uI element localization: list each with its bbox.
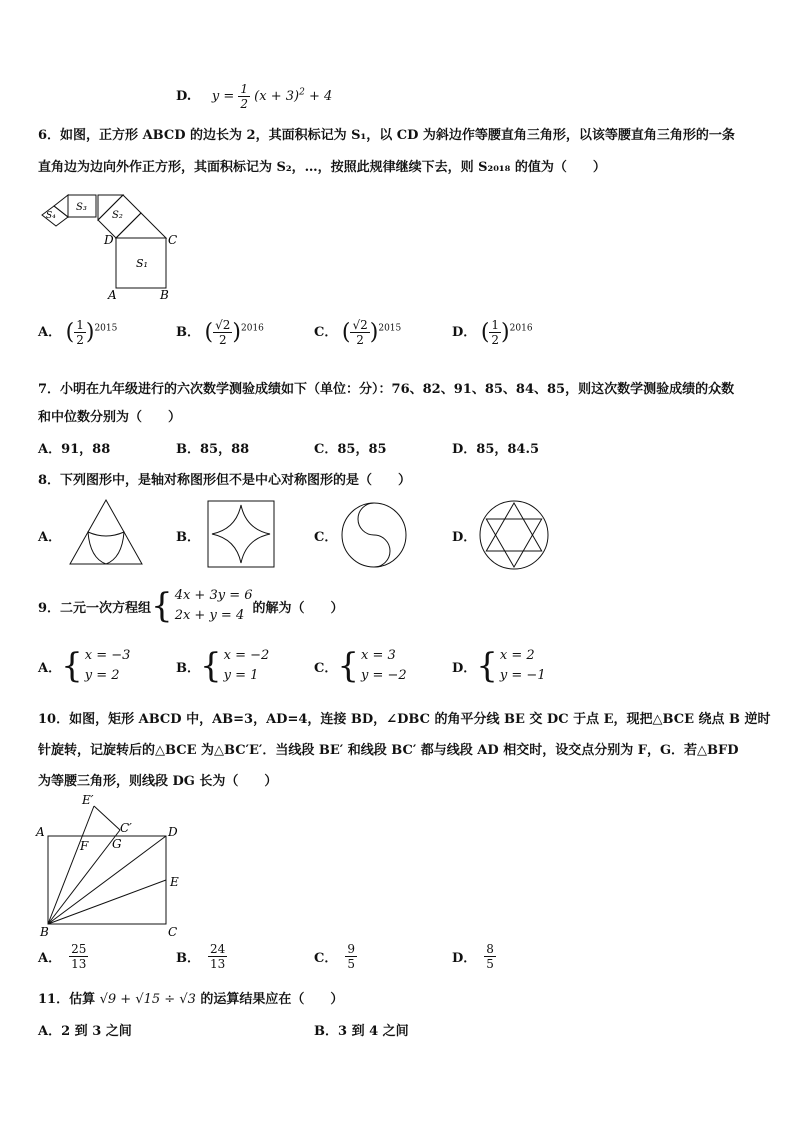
label-d: D xyxy=(104,233,114,247)
equation-2: 2x + y = 4 xyxy=(174,608,245,623)
denominator: 13 xyxy=(71,957,87,971)
option-label: B． xyxy=(176,951,200,966)
label-c: C xyxy=(168,233,178,247)
label-b: B xyxy=(160,288,169,302)
denominator: 2 xyxy=(240,97,249,111)
solution-x: x = 3 xyxy=(361,648,396,663)
q10-figure xyxy=(34,790,194,938)
q5-option-d xyxy=(176,82,332,111)
q11-expression: √9 + √15 ÷ √3 xyxy=(99,992,196,1007)
exponent: 2015 xyxy=(378,323,402,334)
arc-shape xyxy=(88,532,124,564)
solution-y: y = −2 xyxy=(361,668,407,683)
q9-stem xyxy=(38,586,344,626)
q8-option-c[interactable]: C． xyxy=(314,530,338,545)
q9-prefix: 9．二元一次方程组 xyxy=(38,600,152,616)
triangle-shape xyxy=(70,500,142,564)
option-label: D． xyxy=(452,325,477,340)
q7-stem-line2: 和中位数分别为（ ） xyxy=(38,410,182,425)
fraction xyxy=(74,318,86,347)
circle-shape xyxy=(480,501,548,569)
exponent: 2 xyxy=(299,87,305,98)
fraction xyxy=(238,82,250,111)
q7-option-c[interactable] xyxy=(314,438,387,457)
denominator: 5 xyxy=(347,957,355,971)
option-label: C． xyxy=(314,951,338,966)
q10-option-c[interactable] xyxy=(314,942,357,971)
q11-prefix: 11．估算 xyxy=(38,992,100,1007)
label-f: F xyxy=(80,839,89,853)
option-label: A． xyxy=(38,951,62,966)
label-c: C xyxy=(168,925,178,938)
fraction xyxy=(208,942,227,971)
q11-option-a[interactable] xyxy=(38,1020,132,1039)
option-text: 91，88 xyxy=(61,442,111,457)
triangle-3 xyxy=(54,195,68,217)
option-label: C． xyxy=(314,325,338,340)
fraction xyxy=(489,318,501,347)
q6-option-b[interactable]: B． ( $\frac{√2}{2}$ )$^{2016}$ xyxy=(176,318,264,347)
option-label: B． xyxy=(176,442,200,457)
option-label: D. xyxy=(176,89,192,104)
q7-stem-line1: 7．小明在九年级进行的六次数学测验成绩如下（单位：分）：76、82、91、85、84、85，则这次数学测验成绩的众数 xyxy=(38,382,735,397)
formula-suffix: + 4 xyxy=(304,89,333,104)
denominator: 5 xyxy=(486,957,494,971)
option-label: D． xyxy=(452,951,477,966)
solution-x: x = −3 xyxy=(84,648,131,663)
q8-figure-a xyxy=(66,496,146,568)
numerator: √2 xyxy=(215,318,231,332)
label-s1: S₁ xyxy=(136,257,148,270)
formula-mid: (x + 3) xyxy=(254,89,300,104)
triangle-up xyxy=(486,503,541,551)
q11-stem xyxy=(38,988,343,1007)
label-d: D xyxy=(168,825,178,839)
option-text: 85，84.5 xyxy=(476,442,540,457)
q8-figure-b xyxy=(206,499,276,569)
fraction xyxy=(213,318,232,347)
q8-figure-c xyxy=(340,501,408,569)
q10-stem-line1: 10．如图，矩形 ABCD 中，AB=3，AD=4，连接 BD，∠DBC 的角平分线 BE 交 DC 于点 E，现把△BCE 绕点 B 逆时 xyxy=(38,712,771,727)
label-s2: S₂ xyxy=(112,210,123,221)
square-shape xyxy=(208,501,274,567)
denominator: 2 xyxy=(356,333,364,347)
numerator: √2 xyxy=(352,318,368,332)
segment-bd xyxy=(48,836,166,924)
q10-option-d[interactable] xyxy=(452,942,496,971)
numerator: 1 xyxy=(491,318,500,332)
equation-system: { 4x + 3y = 6 2x + y = 4 xyxy=(151,586,253,626)
numerator: 8 xyxy=(486,942,494,956)
q9-option-d[interactable]: D． { x = 2 y = −1 xyxy=(452,646,546,686)
q9-option-c[interactable]: C． { x = 3 y = −2 xyxy=(314,646,407,686)
numerator: 9 xyxy=(347,942,355,956)
solution-y: y = 1 xyxy=(223,668,259,683)
fraction xyxy=(345,942,357,971)
q8-figure-d xyxy=(478,499,550,571)
solution-y: y = 2 xyxy=(84,668,120,683)
q9-option-b[interactable]: B． { x = −2 y = 1 xyxy=(176,646,270,686)
fraction xyxy=(484,942,496,971)
denominator: 13 xyxy=(210,957,226,971)
q6-stem-line2: 直角边为边向外作正方形，其面积标记为 S₂，…，按照此规律继续下去，则 S₂₀₁₈ 的值为（ ） xyxy=(38,160,606,175)
q7-option-a[interactable] xyxy=(38,438,110,457)
solution-x: x = 2 xyxy=(499,648,535,663)
s-curve-shape xyxy=(358,503,390,567)
option-label: D． xyxy=(452,442,477,457)
label-s4: S₄ xyxy=(46,211,56,221)
exponent: 2016 xyxy=(241,323,264,334)
segment-e1c1 xyxy=(94,806,120,830)
equation-1: 4x + 3y = 6 xyxy=(174,588,253,603)
option-label: D． xyxy=(452,660,477,676)
q7-option-d[interactable] xyxy=(452,438,539,457)
label-s3: S₃ xyxy=(76,202,87,213)
fraction xyxy=(350,318,369,347)
q6-option-c[interactable]: C． ( $\frac{√2}{2}$ )$^{2015}$ xyxy=(314,318,402,347)
option-label: B． xyxy=(176,660,200,676)
q10-stem-line2: 针旋转，记旋转后的△BCE 为△BC′E′．当线段 BE′ 和线段 BC′ 都与线段 AD 相交时，设交点分别为 F，G．若△BFD xyxy=(38,743,739,758)
q5-formula xyxy=(211,82,333,111)
option-label: A． xyxy=(38,660,62,676)
q6-stem-line1: 6．如图，正方形 ABCD 的边长为 2，其面积标记为 S₁，以 CD 为斜边作等腰直角三角形，以该等腰直角三角形的一条 xyxy=(38,128,735,143)
numerator: 24 xyxy=(210,942,226,956)
label-g: G xyxy=(112,837,122,851)
exponent: 2016 xyxy=(509,323,533,334)
q8-option-b[interactable]: B． xyxy=(176,530,200,545)
triangle-down xyxy=(486,519,541,567)
denominator: 2 xyxy=(491,333,500,347)
label-c-prime: C′ xyxy=(120,821,132,835)
segment-be xyxy=(48,880,166,924)
star-shape xyxy=(212,505,270,563)
option-label: C． xyxy=(314,442,338,457)
q6-option-d[interactable]: D． ( $\frac{1}{2}$ )$^{2016}$ xyxy=(452,318,533,347)
label-a: A xyxy=(36,825,45,839)
q11-suffix: 的运算结果应在（ ） xyxy=(195,992,344,1007)
label-b: B xyxy=(40,925,49,938)
q10-option-a[interactable] xyxy=(38,942,88,971)
option-label: A． xyxy=(38,325,62,340)
label-e: E xyxy=(170,875,179,889)
q6-figure xyxy=(38,182,188,302)
numerator: 25 xyxy=(71,942,87,956)
option-text: 85，88 xyxy=(200,442,250,457)
option-text: 85，85 xyxy=(337,442,387,457)
denominator: 2 xyxy=(76,333,84,347)
solution-x: x = −2 xyxy=(223,648,270,663)
option-label: B． xyxy=(314,1024,338,1039)
option-label: C． xyxy=(314,660,338,676)
label-e-prime: E′ xyxy=(82,793,94,807)
numerator: 1 xyxy=(240,82,249,96)
option-text: 2 到 3 之间 xyxy=(61,1024,132,1039)
q8-option-d[interactable]: D． xyxy=(452,530,477,545)
numerator: 1 xyxy=(76,318,84,332)
q11-option-b[interactable] xyxy=(314,1020,409,1039)
exponent: 2015 xyxy=(94,323,118,334)
triangle-1 xyxy=(116,213,166,238)
q7-option-b[interactable] xyxy=(176,438,249,457)
formula-prefix: y = xyxy=(211,89,239,104)
option-label: A． xyxy=(38,442,62,457)
q10-option-b[interactable] xyxy=(176,942,227,971)
q10-stem-line3: 为等腰三角形，则线段 DG 长为（ ） xyxy=(38,774,278,789)
q8-stem: 8．下列图形中，是轴对称图形但不是中心对称图形的是（ ） xyxy=(38,473,412,488)
q9-option-a[interactable]: A． { x = −3 y = 2 xyxy=(38,646,131,686)
fraction xyxy=(69,942,88,971)
q9-suffix: 的解为（ ） xyxy=(252,600,344,616)
q6-option-a[interactable]: A． ( $\frac{1}{2}$ )$^{2015}$ xyxy=(38,318,118,347)
denominator: 2 xyxy=(218,333,227,347)
label-a: A xyxy=(108,288,117,302)
q8-option-a[interactable]: A． xyxy=(38,530,62,545)
solution-y: y = −1 xyxy=(499,668,546,683)
option-label: B． xyxy=(176,325,200,340)
option-text: 3 到 4 之间 xyxy=(338,1024,409,1039)
option-label: A． xyxy=(38,1024,62,1039)
